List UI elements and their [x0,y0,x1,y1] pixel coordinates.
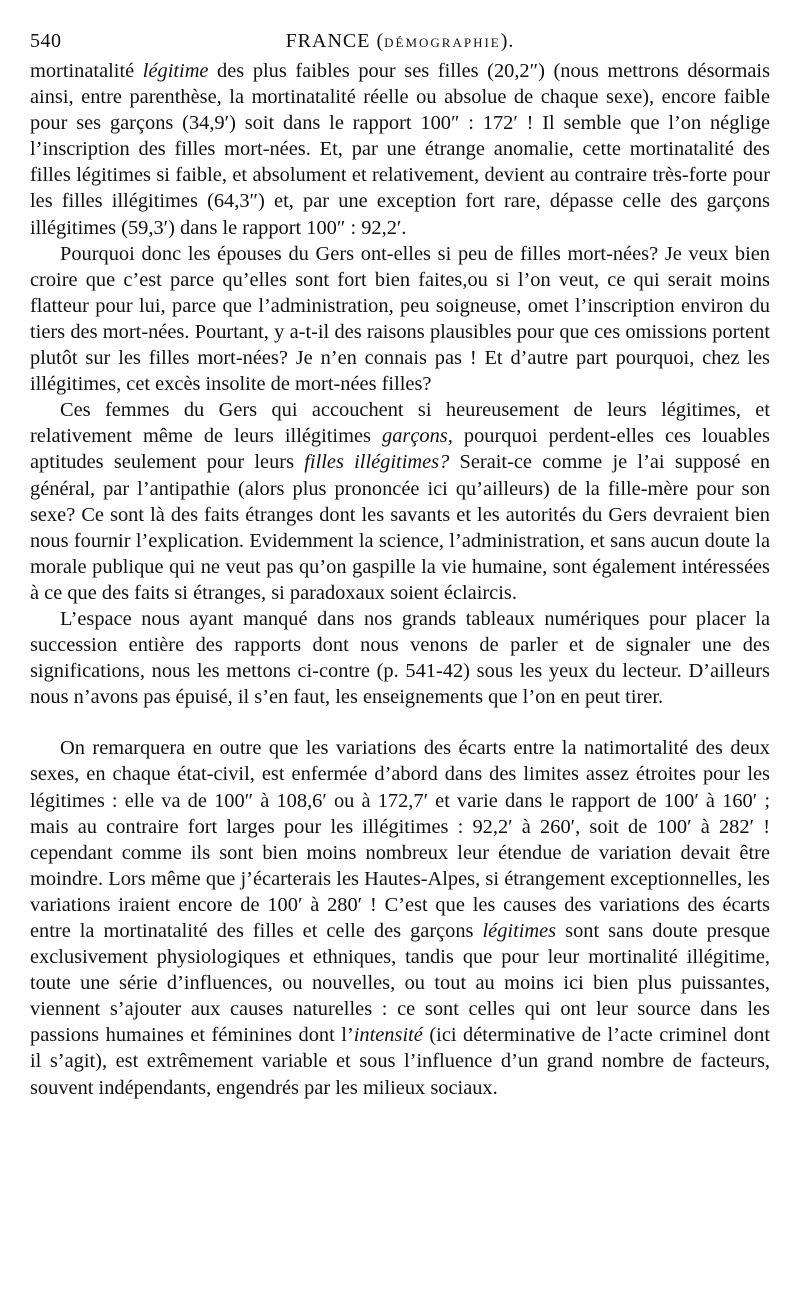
paragraph [30,397,770,606]
text-run: mortinatalité [30,60,143,82]
paragraph-gap [30,710,770,735]
italic-text-run: légitimes [482,920,557,942]
paragraph [30,241,770,398]
italic-text-run: intensité [353,1024,423,1047]
running-head-main: FRANCE ( [285,30,385,52]
paragraph [30,58,770,241]
page-header [30,24,770,58]
document-page [30,24,770,1101]
body-text [30,58,770,1101]
paragraph [30,735,770,1100]
text-run: On remarquera en outre que les variations des écarts entre la natimortalité des deux sexes, en chaque état-civil, est enfermée d’abord dans des limites assez étroites pour les légitimes : elle va de 100″ à 108,6′ ou à 172,7′ et varie dans le rapport de 100′ à 160′ ; mais au contraire fort larges pour les illégitimes : 92,2′ à 260′, soit de 100′ à 282′ ! cependant comme ils sont bien moins nombreux leur étendue de variation devait être moindre. Lors même que j’écarterais les Hautes-Alpes, si étrangement exceptionnelles, les variations iraient encore de 100′ à 280′ ! C’est que les causes des variations des écarts entre la mortinatalité des filles et celle des garçons [30,737,770,942]
text-run: des plus faibles pour ses filles (20,2″) (nous mettrons désormais ainsi, entre parenthèse, la mortinatalité réelle ou absolue de chaque sexe), encore faible pour ses garçons (34,9′) soit dans le rapport 100″ : 172′ ! Il semble que l’on néglige l’inscription des filles mort-nées. Et, par une étrange anomalie, cette mortinatalité des filles légitimes si faible, et absolument et relativement, devient au contraire très-forte pour les filles illégitimes (64,3″) et, par une exception fort rare, dépasse celle des garçons illégitimes (59,3′) dans le rapport 100″ : 92,2′. [30,60,771,239]
italic-text-run: légitime [142,60,209,82]
text-run: Serait-ce comme je l’ai supposé en général, par l’antipathie (alors plus prononcée ici qu’ailleurs) de la fille-mère pour son sexe? Ce sont là des faits étranges dont les savants et les autorités du Gers devraient bien nous fournir l’explication. Evidemment la science, l’administration, et sans aucun doute la morale publique qui ne veut pas qu’on gaspille la vie humaine, sont également intéressées à ce que des faits si étranges, si paradoxaux soient éclaircis. [30,451,770,604]
page-number: 540 [30,30,62,52]
paragraph [30,606,770,710]
running-head-sub: DÉMOGRAPHIE [384,35,501,50]
text-run: L’espace nous ayant manqué dans nos grands tableaux numériques pour placer la succession entière des rapports dont nous venons de parler et de signaler une des significations, nous les mettons ci-contre (p. 541-42) sous les yeux du lecteur. D’ailleurs nous n’avons pas épuisé, il s’en faut, les enseignements que l’on en peut tirer. [30,607,770,709]
italic-text-run: garçons, [382,425,453,448]
text-run: Pourquoi donc les épouses du Gers ont-elles si peu de filles mort-nées? Je veux bien croire que c’est parce qu’elles sont fort bien faites,ou si l’on veut, ce qui serait moins flatteur pour lui, parce que l’administration, peu soigneuse, omet l’inscription environ du tiers des mort-nées. Pourtant, y a-t-il des raisons plausibles pour que ces omissions portent plutôt sur les filles mort-nées? Je n’en connais pas ! Et d’autre part pourquoi, chez les illégitimes, cet excès insolite de mort-nées filles? [30,242,770,396]
italic-text-run: filles illégitimes? [304,451,450,474]
running-head-close: ). [500,30,515,52]
text-run: Ces femmes du Gers qui accouchent si heureusement de leurs légitimes, et relativement même de leurs illégitimes [30,399,770,448]
text-run: (ici déterminative de l’acte criminel dont il s’agit), est extrêmement variable et sous l’influence d’un grand nombre de facteurs, souvent indépendants, engendrés par les milieux sociaux. [30,1024,770,1099]
running-head [30,30,770,53]
text-run: sont sans doute presque exclusivement physiologiques et ethniques, tandis que pour leur mortinalité illégitime, toute une série d’influences, ou nouvelles, ou tout au moins ici bien plus puissantes, viennent s’ajouter aux causes naturelles : ce sont celles qui ont leur source dans les passions humaines et féminines dont l’ [30,920,770,1047]
text-run: pourquoi perdent-elles ces louables aptitudes seulement pour leurs [30,425,770,474]
